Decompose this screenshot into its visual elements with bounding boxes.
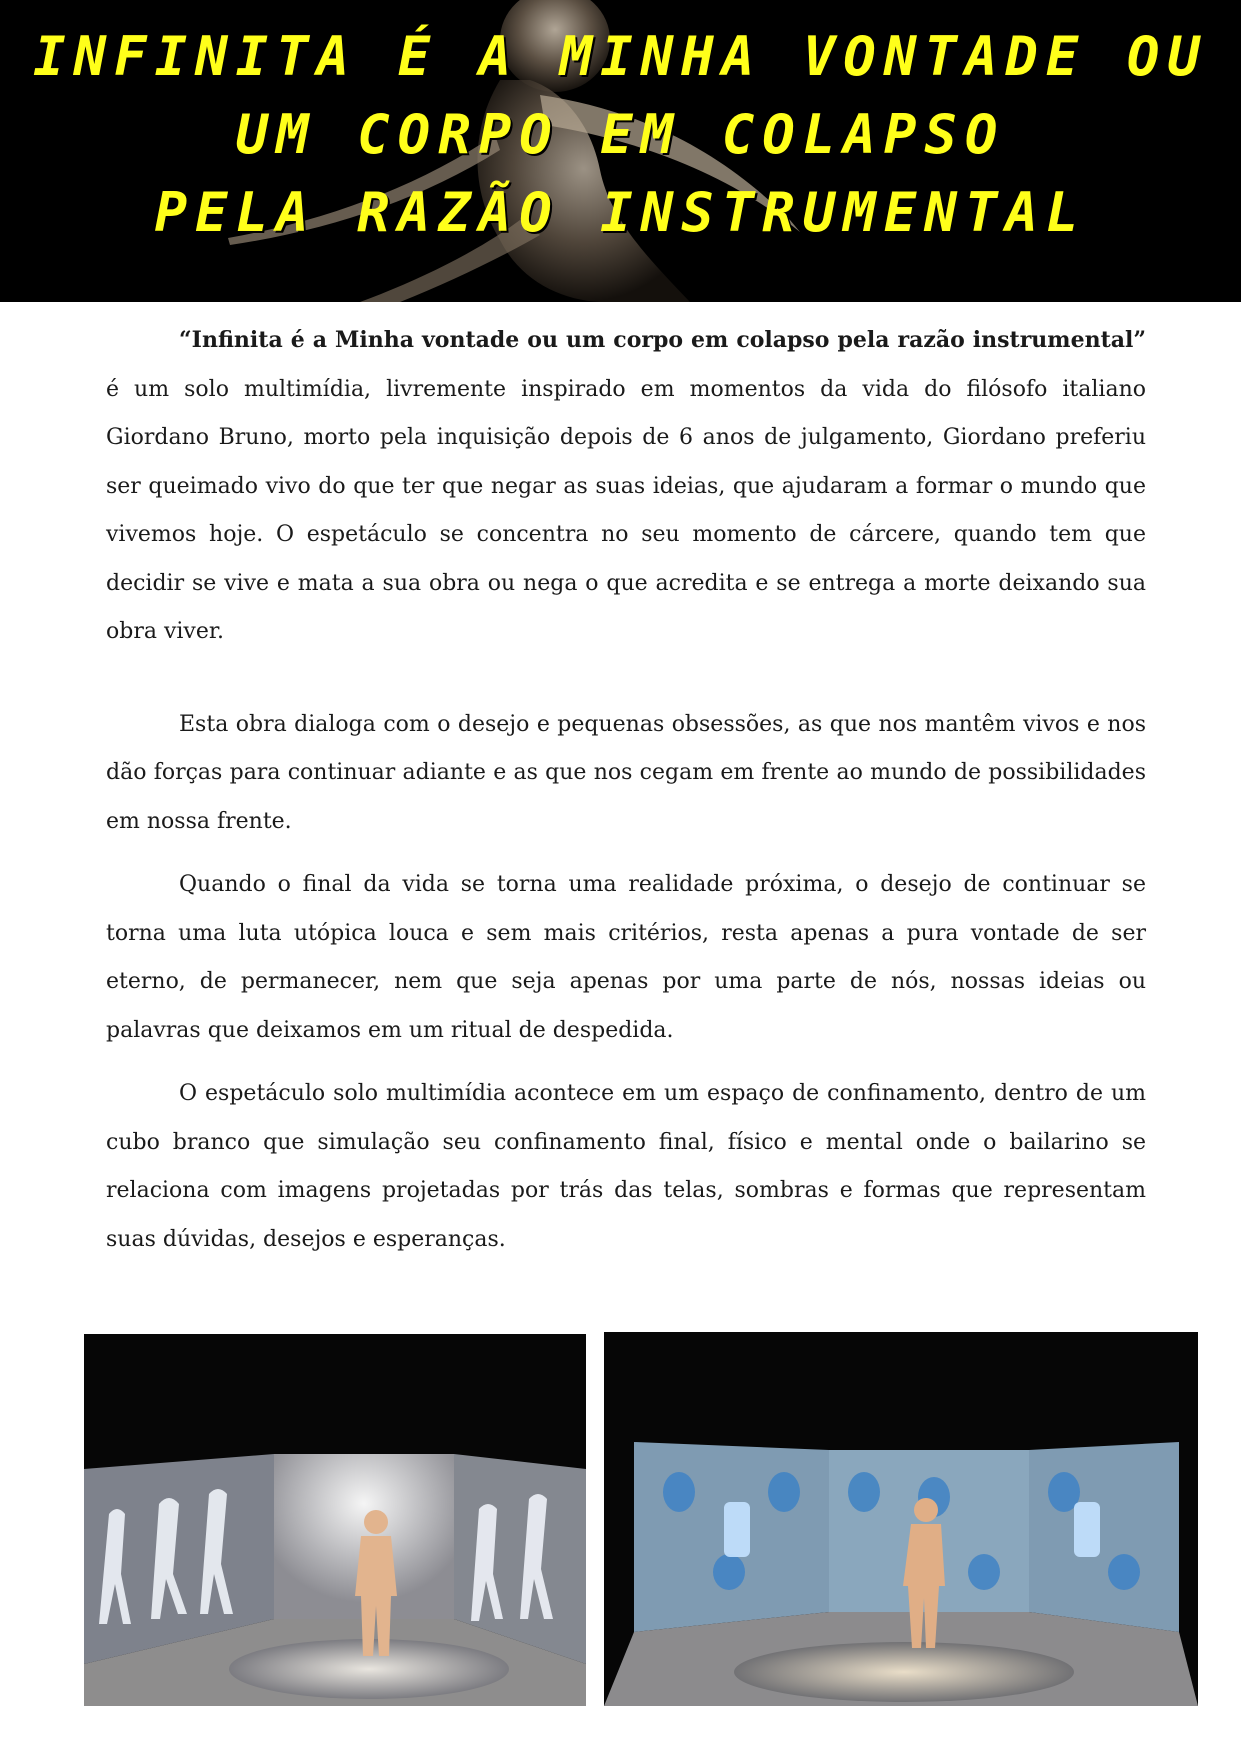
title-line: UM CORPO EM COLAPSO [235,103,1006,166]
stage-photo-projections [604,1332,1198,1706]
work-title-bold: “Infinita é a Minha vontade ou um corpo em colapso pela razão instrumental” [179,327,1146,353]
paragraph-4: O espetáculo solo multimídia acontece em um espaço de confinamento, dentro de um cubo branco que simulação seu confinamento final, físico e mental onde o bailarino se relaciona com imagens projetadas por trás das telas, sombras e formas que representam suas dúvidas, desejos e esperanças. [106,1081,1146,1252]
paragraph-3: Quando o final da vida se torna uma realidade próxima, o desejo de continuar se torna uma luta utópica louca e sem mais critérios, resta apenas a pura vontade de ser eterno, de permanecer, nem que seja apenas por uma parte de nós, nossas ideias ou palavras que deixamos em um ritual de despedida. [106,872,1146,1043]
stage-photo-silhouettes [84,1334,586,1706]
page-title [0,18,1241,252]
title-line: PELA RAZÃO INSTRUMENTAL [154,181,1087,244]
article-body [106,316,1146,1264]
paragraph-1 [106,316,1146,657]
paragraph-1-text: é um solo multimídia, livremente inspirado em momentos da vida do filósofo italiano Giordano Bruno, morto pela inquisição depois de 6 anos de julgamento, Giordano preferiu ser queimado vivo do que ter que negar as suas ideias, que ajudaram a formar o mundo que vivemos hoje. O espetáculo se concentra no seu momento de cárcere, quando tem que decidir se vive e mata a sua obra ou nega o que acredita e se entrega a morte deixando sua obra viver. [106,376,1146,644]
header-banner [0,0,1241,302]
title-line: INFINITA É A MINHA VONTADE OU [33,25,1208,88]
paragraph-2: Esta obra dialoga com o desejo e pequenas obsessões, as que nos mantêm vivos e nos dão forças para continuar adiante e as que nos cegam em frente ao mundo de possibilidades em nossa frente. [106,711,1146,834]
